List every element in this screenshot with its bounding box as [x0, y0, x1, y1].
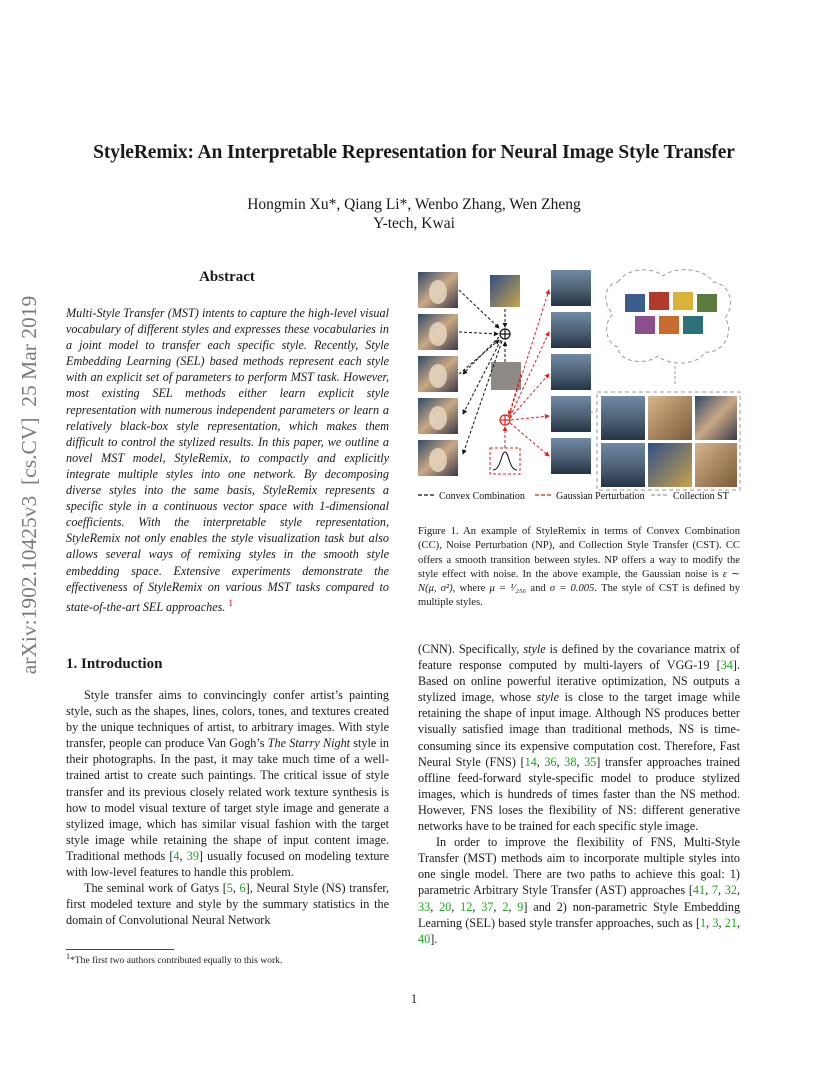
author-list: Hongmin Xu*, Qiang Li*, Wenbo Zhang, Wen Zheng: [247, 196, 581, 213]
citation-link[interactable]: 36: [544, 754, 557, 769]
paper-title: StyleRemix: An Interpretable Representation for Neural Image Style Transfer: [93, 142, 735, 163]
footnote-rule: [66, 949, 174, 950]
style-image-starry: [490, 275, 520, 307]
stylized-venice-images: [551, 270, 591, 474]
citation-group: 1, 3, 21, 40: [418, 915, 741, 946]
author-block: [0, 195, 828, 233]
citation-link[interactable]: 2: [502, 899, 509, 914]
citation-link[interactable]: 9: [517, 899, 524, 914]
collection-st-results: [591, 392, 740, 490]
right-column-body: [418, 641, 740, 947]
figure-1-diagram: [413, 262, 743, 507]
style-collection-cloud: [606, 270, 731, 386]
citation-link[interactable]: 21: [724, 915, 737, 930]
citation-link[interactable]: 4: [173, 848, 180, 863]
citation-link[interactable]: 37: [481, 899, 494, 914]
paragraph: The seminal work of Gatys [5, 6], Neural Style (NS) transfer, first modeled texture and style by the summary statistics in the domain of Convolutional Neural Network: [66, 881, 389, 928]
affiliation: Y-tech, Kwai: [373, 215, 455, 232]
abstract-heading: Abstract: [199, 269, 255, 285]
citation-link[interactable]: 6: [239, 881, 246, 896]
citation-link[interactable]: 14: [524, 754, 537, 769]
figure-1-caption: Figure 1. An example of StyleRemix in terms of Convex Combination (CC), Noise Perturbation (NP), and Collection Style Transfer (CST). CC offers a smooth transition between styles. NP offers a way to modify the style effect with noise. In the above example, the Gaussian noise is ε ∼ N(μ, σ²), where μ = ¹⁄₂₅₆ and σ = 0.005. The style of CST is defined by multiple styles.: [418, 526, 740, 609]
gaussian-noise-icon: [490, 448, 520, 474]
combination-node-red: [500, 415, 510, 425]
figure-legend: [418, 491, 729, 502]
citation-link[interactable]: 33: [418, 899, 431, 914]
citation-link[interactable]: 35: [584, 754, 597, 769]
combination-node-black: [500, 329, 510, 339]
citation-link[interactable]: 20: [439, 899, 452, 914]
style-image-sketch: [491, 362, 521, 390]
paragraph: Style transfer aims to convincingly confer artist’s painting style, such as the shapes, lines, colors, tones, and textures created by the unique techniques of artist, to arbitrary images. With style transfer, people can produce Van Gogh’s The Starry Night style in their photographs. In the past, it may take much time of a well-trained artist to create such paintings. The critical issue of style transfer and its previous closely related work texture synthesis is how to model visual texture of target style image and generate a stylized image, which has similar visual fashion with the target style image while retaining the shape of input content image. Traditional methods [4, 39] usually focused on modeling texture with low-level features to handle this problem.: [66, 688, 390, 880]
legend-gaussian-perturbation: Gaussian Perturbation: [556, 491, 645, 502]
footnote-text: *The first two authors contributed equally to this work.: [70, 955, 283, 967]
figure-1: [413, 262, 743, 507]
citation-link[interactable]: 38: [564, 754, 577, 769]
abstract-text: Multi-Style Transfer (MST) intents to capture the high-level visual vocabulary of different styles and expresses these vocabularies in a joint model to transfer each specific style. Recently, Style Embedding Learning (SEL) based methods represent each style with an explicit set of parameters to perform MST task. However, most existing SEL methods either learn explicit style representation with numerous independent parameters or learn a relatively black-box style representation, which makes them difficult to control the stylized results. In this paper, we outline a novel MST model, StyleRemix, to compactly and explicitly integrate multiple styles into one network. By decomposing diverse styles into the same basis, StyleRemix represents a specific style in a continuous vector space with 1-dimensional coefficients. With the interpretable style representation, StyleRemix not only enables the style visualization task but also allows several ways of remixing styles in the smooth style embedding space. Extensive experiments demonstrate the effectiveness of StyleRemix on various MST tasks compared to state-of-the-art SEL approaches.: [66, 306, 389, 614]
citation-link[interactable]: 5: [226, 881, 233, 896]
citation-link[interactable]: 7: [711, 883, 718, 898]
citation-group: 41, 7, 32, 33, 20, 12, 37, 2, 9: [418, 883, 741, 914]
footnote-number: 1: [66, 952, 70, 961]
citation-link[interactable]: 12: [460, 899, 473, 914]
legend-convex-combination: Convex Combination: [439, 491, 525, 502]
paragraph: In order to improve the flexibility of FNS, Multi-Style Transfer (MST) methods aim to incorporate multiple styles into one single model. There are two paths to achieve this goal: 1) parametric Arbitrary Style Transfer (AST) approaches [41, 7, 32, 33, 20, 12, 37, 2, 9] and 2) non-parametric Style Embedding Learning (SEL) based style transfer approaches, such as [1, 3, 21, 40].: [418, 835, 741, 946]
abstract-body: [66, 305, 389, 615]
citation-link[interactable]: 32: [724, 883, 737, 898]
arxiv-stamp: [10, 280, 46, 690]
citation-link[interactable]: 3: [712, 915, 719, 930]
citation-link[interactable]: 34: [720, 658, 733, 673]
paragraph: (CNN). Specifically, style is defined by the covariance matrix of feature response computed by multi-layers of VGG-19 [34]. Based on online powerful iterative optimization, NS outputs a stylized image, whose style is close to the target image while retaining the shape of input image. Although NS produces better visually satisfied image than traditional methods, NS is time-consuming since its expensive computation cost. Therefore, Fast Neural Style (FNS) [14, 36, 38, 35] transfer approaches trained offline feed-forward style-specific model to produce stylized images, which is hundreds of times faster than the NS method. However, FNS loses the flexibility of NS: different generative networks have to be trained for each specific style image.: [418, 642, 741, 834]
citation-link[interactable]: 1: [700, 915, 707, 930]
citation-link[interactable]: 41: [692, 883, 706, 898]
citation-link[interactable]: 40: [418, 931, 431, 946]
footnote: [66, 952, 282, 966]
citation-link[interactable]: 39: [186, 848, 199, 863]
page-number: 1: [410, 992, 418, 1006]
left-column-body: [66, 687, 389, 928]
section-heading-introduction: 1. Introduction: [66, 656, 163, 672]
content-face-images: [418, 272, 458, 476]
arxiv-stamp-text: arXiv:1902.10425v3 [cs.CV] 25 Mar 2019: [17, 295, 41, 675]
abstract-footnote-link[interactable]: 1: [228, 597, 233, 608]
legend-collection-st: Collection ST: [673, 491, 729, 502]
